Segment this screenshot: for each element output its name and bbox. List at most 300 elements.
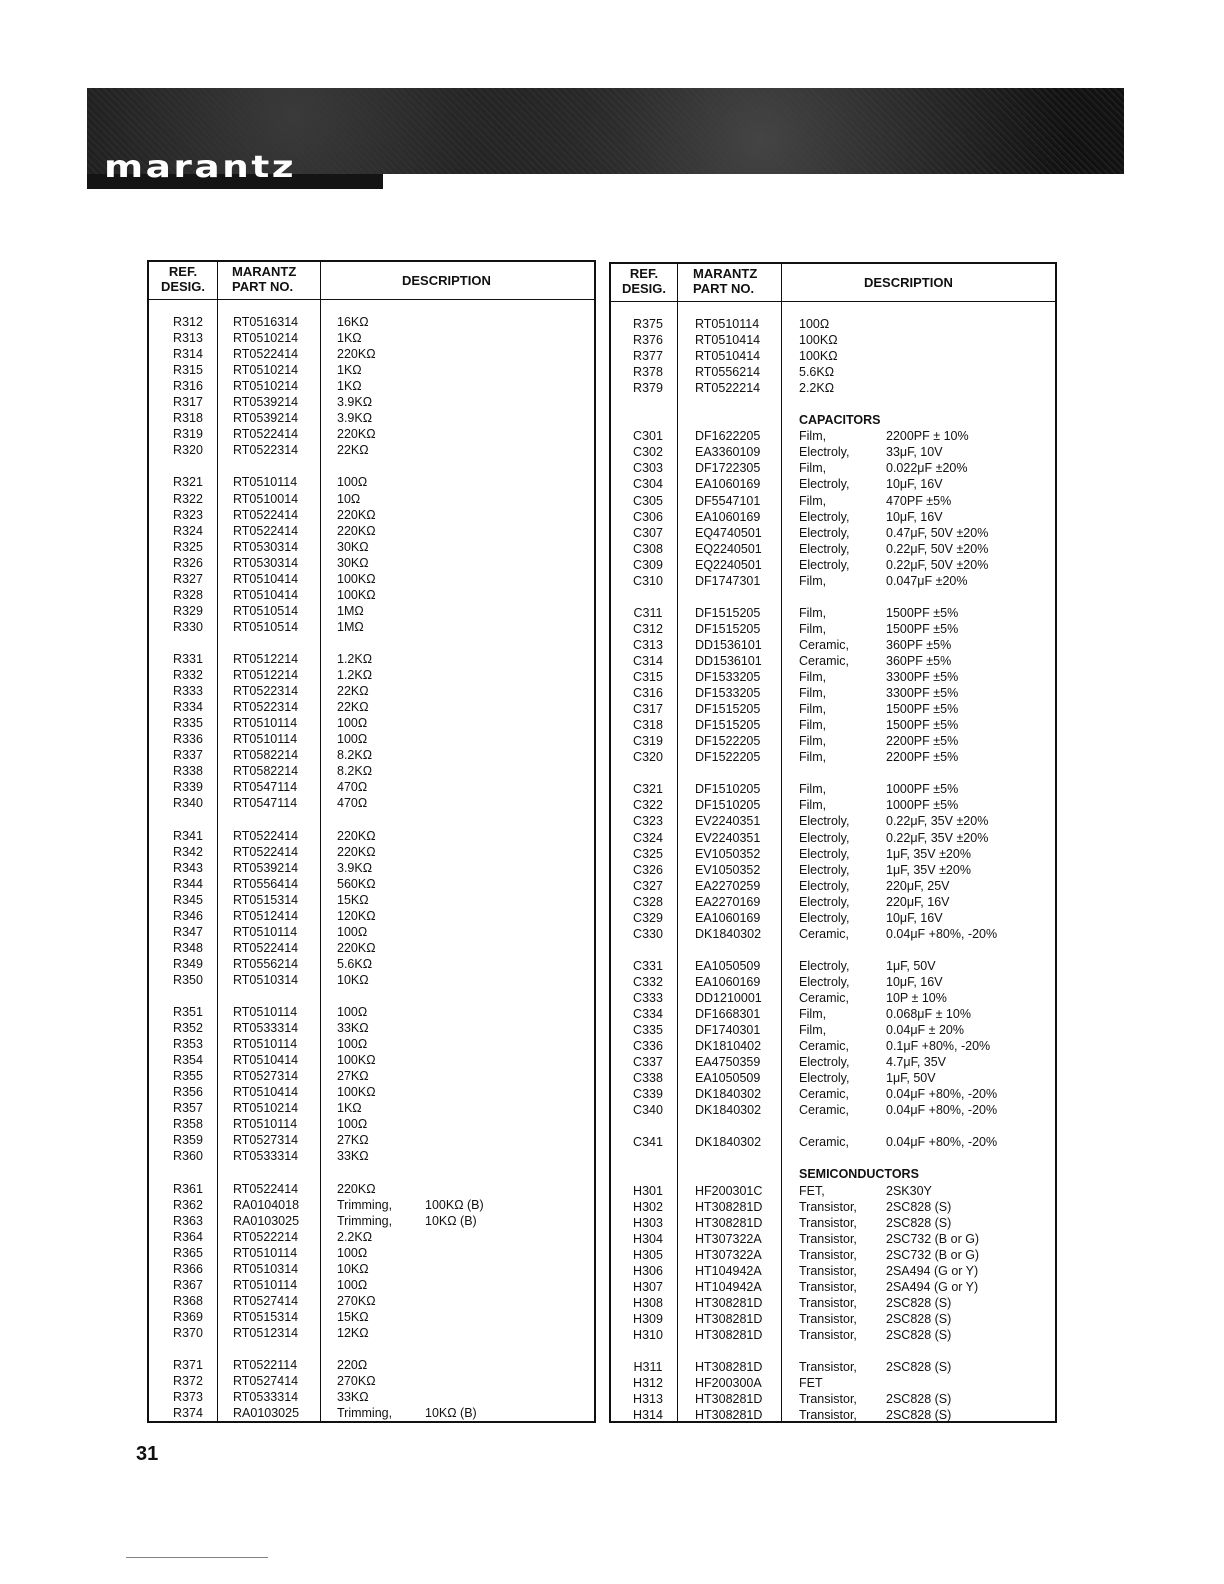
part-no-cell: EA3360109: [695, 445, 761, 460]
part-no-cell: RT0510114: [233, 732, 298, 747]
description-cell: 10Ω: [337, 491, 361, 506]
part-no-cell: RT0510214: [233, 1101, 299, 1116]
table-row: [149, 892, 594, 908]
part-no-cell: RT0522314: [233, 443, 299, 458]
header-divider: [149, 299, 594, 300]
value-cell: 0.04μF +80%, -20%: [886, 1103, 998, 1118]
description-cell: Transistor,: [799, 1279, 857, 1294]
ref-cell: R360: [173, 1149, 203, 1164]
ref-cell: H305: [633, 1247, 663, 1262]
table-row: [149, 1068, 594, 1084]
ref-cell: R312: [173, 315, 203, 329]
description-cell: 220Ω: [337, 1358, 368, 1373]
description-cell: Transistor,: [799, 1247, 857, 1262]
part-no-cell: RT0510114: [233, 716, 298, 731]
ref-cell: R322: [173, 491, 203, 506]
ref-cell: C316: [633, 686, 663, 701]
table-row: [149, 715, 594, 731]
ref-cell: H304: [633, 1231, 663, 1246]
table-row: [149, 683, 594, 699]
description-cell: FET: [799, 1376, 823, 1391]
table-row: [611, 1070, 1055, 1086]
part-no-cell: RT0510114: [233, 475, 298, 490]
table-row: [149, 1277, 594, 1293]
ref-cell: H311: [633, 1360, 663, 1375]
description-cell: 5.6KΩ: [337, 956, 373, 971]
part-no-cell: RT0510314: [233, 1261, 299, 1276]
part-no-cell: HT308281D: [695, 1408, 763, 1423]
description-cell: 100KΩ: [337, 587, 376, 602]
ref-cell: H301: [633, 1183, 663, 1198]
value-cell: 0.04μF +80%, -20%: [886, 1135, 998, 1150]
part-no-cell: RT0527414: [233, 1293, 299, 1308]
part-no-cell: EA1050509: [695, 1071, 761, 1086]
ref-cell: C340: [633, 1103, 663, 1118]
description-cell: Transistor,: [799, 1215, 857, 1230]
ref-cell: R325: [173, 539, 203, 554]
description-cell: 5.6KΩ: [799, 365, 835, 380]
table-row: [149, 1309, 594, 1325]
description-cell: 12KΩ: [337, 1325, 369, 1340]
description-cell: Electroly,: [799, 1071, 850, 1086]
description-cell: 470Ω: [337, 796, 368, 811]
description-cell: Film,: [799, 702, 827, 717]
value-cell: 2SC828 (S): [886, 1327, 952, 1342]
table-row: [149, 699, 594, 715]
table-row: [611, 396, 1055, 412]
description-cell: Electroly,: [799, 846, 850, 861]
page-number: 31: [136, 1443, 159, 1465]
part-no-cell: DK1840302: [695, 926, 762, 941]
part-no-cell: EA1050509: [695, 958, 761, 973]
part-no-cell: RA0103025: [233, 1213, 300, 1228]
part-no-cell: RT0539214: [233, 860, 299, 875]
ref-cell: C332: [633, 974, 663, 989]
ref-cell: R345: [173, 892, 203, 907]
description-cell: 100Ω: [337, 924, 368, 939]
description-cell: Film,: [799, 493, 827, 508]
ref-cell: C323: [633, 814, 663, 829]
description-cell: 220KΩ: [337, 523, 376, 538]
ref-cell: R335: [173, 716, 203, 731]
part-no-cell: RT0510114: [233, 1245, 298, 1260]
part-no-cell: DF1740301: [695, 1023, 761, 1038]
description-cell: Film,: [799, 750, 827, 765]
value-cell: 470PF ±5%: [886, 493, 952, 508]
description-cell: 220KΩ: [337, 828, 376, 843]
description-cell: 33KΩ: [337, 1021, 369, 1036]
table-row: [611, 685, 1055, 701]
ref-cell: C307: [633, 525, 663, 540]
description-cell: Electroly,: [799, 557, 850, 572]
table-row: [149, 491, 594, 507]
table-row: [149, 539, 594, 555]
value-cell: 2SC828 (S): [886, 1215, 952, 1230]
part-no-cell: RT0510514: [233, 603, 299, 618]
description-cell: Transistor,: [799, 1263, 857, 1278]
part-no-cell: HT308281D: [695, 1327, 763, 1342]
ref-cell: R356: [173, 1085, 203, 1100]
description-cell: 30KΩ: [337, 539, 369, 554]
description-cell: Film,: [799, 718, 827, 733]
description-cell: 3.9KΩ: [337, 411, 373, 426]
description-cell: Ceramic,: [799, 990, 850, 1005]
value-cell: 1000PF ±5%: [886, 782, 959, 797]
ref-cell: H310: [633, 1327, 663, 1342]
ref-cell: R318: [173, 411, 203, 426]
ref-cell: R359: [173, 1133, 203, 1148]
value-cell: 1500PF ±5%: [886, 718, 959, 733]
part-no-cell: RT0522214: [695, 381, 761, 396]
part-no-cell: EA1060169: [695, 477, 761, 492]
description-cell: 3.9KΩ: [337, 395, 373, 410]
description-cell: Film,: [799, 1007, 827, 1022]
description-cell: Ceramic,: [799, 1135, 850, 1150]
ref-cell: C325: [633, 846, 663, 861]
ref-cell: R315: [173, 363, 203, 378]
part-no-cell: EV1050352: [695, 846, 761, 861]
table-row: [149, 779, 594, 795]
value-cell: 220μF, 16V: [886, 894, 950, 909]
table-row: [149, 442, 594, 458]
part-no-cell: RT0510114: [695, 317, 760, 331]
part-no-cell: RT0510514: [233, 619, 299, 634]
description-cell: Film,: [799, 605, 827, 620]
ref-cell: R355: [173, 1069, 203, 1084]
description-cell: Electroly,: [799, 1055, 850, 1070]
table-row: [611, 1407, 1055, 1423]
description-cell: 16KΩ: [337, 315, 369, 329]
ref-cell: R324: [173, 523, 203, 538]
part-no-cell: DF1668301: [695, 1007, 761, 1022]
ref-cell: C305: [633, 493, 663, 508]
description-cell: 22KΩ: [337, 443, 369, 458]
description-cell: 220KΩ: [337, 940, 376, 955]
part-no-cell: EA2270169: [695, 894, 761, 909]
part-no-cell: RT0510414: [233, 1085, 299, 1100]
ref-cell: C317: [633, 702, 663, 717]
value-cell: 2SC828 (S): [886, 1360, 952, 1375]
part-no-cell: RT0510114: [233, 924, 298, 939]
table-row: [611, 476, 1055, 492]
part-no-cell: EA1060169: [695, 910, 761, 925]
part-no-cell: RT0522314: [233, 700, 299, 715]
ref-cell: R339: [173, 780, 203, 795]
value-cell: 1500PF ±5%: [886, 605, 959, 620]
part-no-cell: HF200301C: [695, 1183, 763, 1198]
ref-cell: R357: [173, 1101, 203, 1116]
part-no-cell: RT0527314: [233, 1133, 299, 1148]
ref-cell: C314: [633, 653, 663, 668]
part-no-cell: DK1840302: [695, 1135, 762, 1150]
part-no-cell: RT0582214: [233, 748, 299, 763]
part-no-cell: RT0539214: [233, 395, 299, 410]
table-row: [149, 1004, 594, 1020]
table-row: [611, 428, 1055, 444]
part-no-cell: RT0510414: [233, 1053, 299, 1068]
table-row: [611, 1263, 1055, 1279]
part-no-cell: DF1533205: [695, 686, 761, 701]
part-no-cell: DF1515205: [695, 718, 761, 733]
ref-cell: C329: [633, 910, 663, 925]
ref-cell: R366: [173, 1261, 203, 1276]
part-no-cell: RT0522414: [233, 523, 299, 538]
part-no-cell: HT307322A: [695, 1231, 762, 1246]
value-cell: 360PF ±5%: [886, 653, 952, 668]
table-row: [611, 1343, 1055, 1359]
table-row: [149, 330, 594, 346]
description-cell: 1MΩ: [337, 603, 364, 618]
ref-cell: C331: [633, 958, 663, 973]
part-no-cell: DF1522205: [695, 750, 761, 765]
description-cell: Film,: [799, 798, 827, 813]
ref-cell: H306: [633, 1263, 663, 1278]
part-no-header: MARANTZ PART NO.: [232, 264, 297, 294]
value-cell: 0.04μF ± 20%: [886, 1023, 964, 1038]
table-row: [611, 830, 1055, 846]
part-no-cell: EA2270259: [695, 878, 761, 893]
description-cell: Ceramic,: [799, 1087, 850, 1102]
description-cell: 100Ω: [337, 1005, 368, 1020]
value-cell: 1μF, 50V: [886, 958, 936, 973]
value-cell: 10μF, 16V: [886, 974, 943, 989]
table-row: [149, 956, 594, 972]
part-no-cell: RT0530314: [233, 539, 299, 554]
part-no-cell: RT0556414: [233, 876, 299, 891]
part-no-cell: RT0522414: [233, 828, 299, 843]
description-cell: 22KΩ: [337, 684, 369, 699]
table-row: [149, 1373, 594, 1389]
ref-cell: R379: [633, 381, 663, 396]
table-row: [611, 846, 1055, 862]
banner-gap: [383, 174, 1124, 188]
value-cell: 2200PF ± 10%: [886, 429, 969, 444]
part-no-cell: RT0512414: [233, 908, 299, 923]
ref-cell: R340: [173, 796, 203, 811]
value-cell: 2SC828 (S): [886, 1311, 952, 1326]
ref-cell: R319: [173, 427, 203, 442]
part-no-cell: DD1536101: [695, 653, 762, 668]
table-row: [611, 525, 1055, 541]
ref-cell: C335: [633, 1023, 663, 1038]
part-no-cell: HT308281D: [695, 1215, 763, 1230]
part-no-cell: RT0510414: [695, 349, 761, 364]
part-no-cell: RT0512314: [233, 1325, 299, 1340]
header-divider: [611, 301, 1055, 302]
part-no-cell: RT0515314: [233, 892, 299, 907]
table-row: [611, 348, 1055, 364]
table-row: [149, 1213, 594, 1229]
description-cell: 8.2KΩ: [337, 764, 373, 779]
description-cell: 33KΩ: [337, 1390, 369, 1405]
description-cell: Electroly,: [799, 974, 850, 989]
description-cell: Film,: [799, 670, 827, 685]
part-no-cell: RT0522414: [233, 347, 299, 362]
part-no-cell: DF1510205: [695, 782, 761, 797]
ref-cell: H313: [633, 1392, 663, 1407]
description-cell: 100Ω: [337, 732, 368, 747]
ref-cell: H302: [633, 1199, 663, 1214]
ref-cell: R376: [633, 333, 663, 348]
description-cell: Electroly,: [799, 477, 850, 492]
ref-cell: R351: [173, 1005, 203, 1020]
ref-cell: R349: [173, 956, 203, 971]
value-cell: 4.7μF, 35V: [886, 1055, 947, 1070]
table-row: [611, 380, 1055, 396]
table-row: [611, 701, 1055, 717]
part-no-cell: RT0547114: [233, 780, 298, 795]
description-cell: 100KΩ: [799, 333, 838, 348]
table-row: [149, 1181, 594, 1197]
part-no-cell: HT308281D: [695, 1199, 763, 1214]
value-cell: 2SA494 (G or Y): [886, 1279, 979, 1294]
table-row: [611, 1054, 1055, 1070]
description-cell: 1.2KΩ: [337, 668, 373, 683]
ref-cell: R313: [173, 331, 203, 346]
table-row: [149, 1197, 594, 1213]
ref-cell: C339: [633, 1087, 663, 1102]
table-row: [149, 378, 594, 394]
table-row: [149, 1229, 594, 1245]
table-row: [611, 733, 1055, 749]
value-cell: 0.1μF +80%, -20%: [886, 1039, 991, 1054]
ref-cell: C330: [633, 926, 663, 941]
description-cell: 270KΩ: [337, 1293, 376, 1308]
table-row: [611, 621, 1055, 637]
table-row: [611, 557, 1055, 573]
part-no-cell: EA1060169: [695, 974, 761, 989]
part-no-cell: DF1522205: [695, 734, 761, 749]
table-row: [611, 605, 1055, 621]
table-row: [611, 332, 1055, 348]
part-no-cell: EA1060169: [695, 509, 761, 524]
table-row: [611, 717, 1055, 733]
table-row: [149, 876, 594, 892]
value-cell: 0.22μF, 35V ±20%: [886, 830, 989, 845]
table-row: [149, 988, 594, 1004]
description-cell: 100Ω: [337, 475, 368, 490]
value-cell: 1000PF ±5%: [886, 798, 959, 813]
description-cell: 220KΩ: [337, 844, 376, 859]
table-row: [149, 860, 594, 876]
description-cell: 15KΩ: [337, 892, 369, 907]
table-row: [149, 795, 594, 811]
ref-cell: R350: [173, 972, 203, 987]
ref-cell: C321: [633, 782, 663, 797]
description-cell: Film,: [799, 461, 827, 476]
description-cell: 2.2KΩ: [799, 381, 835, 396]
value-cell: 3300PF ±5%: [886, 686, 959, 701]
ref-cell: R374: [173, 1406, 203, 1421]
ref-cell: C327: [633, 878, 663, 893]
table-row: [611, 813, 1055, 829]
description-cell: Electroly,: [799, 894, 850, 909]
table-row: [611, 669, 1055, 685]
part-no-cell: EQ2240501: [695, 541, 762, 556]
value-cell: 2SA494 (G or Y): [886, 1263, 979, 1278]
description-cell: Trimming,: [337, 1197, 393, 1212]
ref-cell: R329: [173, 603, 203, 618]
part-no-cell: HT308281D: [695, 1295, 763, 1310]
description-cell: 100Ω: [799, 317, 830, 331]
description-cell: 2.2KΩ: [337, 1229, 373, 1244]
description-cell: Film,: [799, 782, 827, 797]
part-no-cell: RT0539214: [233, 411, 299, 426]
brand-logo: marantz: [104, 150, 297, 185]
description-cell: Trimming,: [337, 1406, 393, 1421]
table-row: [149, 1132, 594, 1148]
table-row: [149, 1261, 594, 1277]
part-no-cell: RT0510114: [233, 1037, 298, 1052]
table-row: [611, 1150, 1055, 1166]
table-row: [149, 1164, 594, 1180]
table-row: [611, 316, 1055, 332]
ref-cell: R333: [173, 684, 203, 699]
table-row: [611, 1391, 1055, 1407]
ref-cell: R375: [633, 317, 663, 331]
description-cell: 10KΩ: [337, 972, 369, 987]
table-row: [611, 1215, 1055, 1231]
description-cell: 3.9KΩ: [337, 860, 373, 875]
description-cell: 560KΩ: [337, 876, 376, 891]
ref-cell: R344: [173, 876, 203, 891]
description-cell: Film,: [799, 734, 827, 749]
value-cell: 2200PF ±5%: [886, 734, 959, 749]
table-row: [611, 653, 1055, 669]
table-row: [149, 523, 594, 539]
ref-cell: R364: [173, 1229, 203, 1244]
description-cell: Transistor,: [799, 1295, 857, 1310]
part-no-cell: RT0522314: [233, 684, 299, 699]
rows-right: [611, 316, 1055, 1423]
description-header: DESCRIPTION: [864, 275, 953, 290]
ref-cell: C302: [633, 445, 663, 460]
description-cell: Electroly,: [799, 814, 850, 829]
table-row: [149, 1036, 594, 1052]
part-no-cell: RT0522114: [233, 1358, 298, 1373]
part-no-cell: RT0533314: [233, 1149, 299, 1164]
description-cell: Electroly,: [799, 910, 850, 925]
part-no-cell: DF1515205: [695, 702, 761, 717]
table-row: [611, 541, 1055, 557]
ref-cell: R371: [173, 1358, 203, 1373]
value-cell: 0.068μF ± 10%: [886, 1007, 971, 1022]
ref-cell: R370: [173, 1325, 203, 1340]
value-cell: 10μF, 16V: [886, 477, 943, 492]
description-cell: 1KΩ: [337, 1101, 362, 1116]
ref-cell: R377: [633, 349, 663, 364]
description-cell: 27KΩ: [337, 1133, 369, 1148]
description-cell: Electroly,: [799, 509, 850, 524]
description-cell: 8.2KΩ: [337, 748, 373, 763]
value-cell: 10KΩ (B): [425, 1406, 477, 1421]
table-row: [611, 509, 1055, 525]
ref-cell: R347: [173, 924, 203, 939]
description-cell: 27KΩ: [337, 1069, 369, 1084]
value-cell: 10μF, 16V: [886, 509, 943, 524]
table-row: [611, 364, 1055, 380]
value-cell: 2SC828 (S): [886, 1199, 952, 1214]
table-row: [611, 1086, 1055, 1102]
ref-cell: H309: [633, 1311, 663, 1326]
table-row: [149, 587, 594, 603]
table-row: [611, 1102, 1055, 1118]
table-row: [149, 828, 594, 844]
value-cell: 0.22μF, 50V ±20%: [886, 557, 989, 572]
table-row: [611, 493, 1055, 509]
ref-cell: C326: [633, 862, 663, 877]
ref-cell: C303: [633, 461, 663, 476]
